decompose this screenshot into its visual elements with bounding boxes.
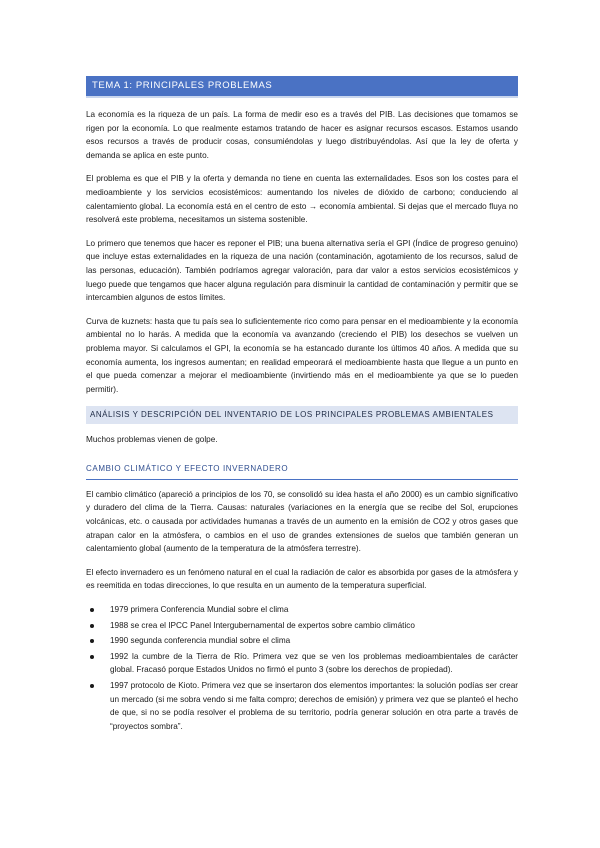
section-intro: Muchos problemas vienen de golpe. [86, 435, 218, 445]
list-item [86, 634, 518, 648]
climate-paragraph-1: El cambio climático (apareció a principios de los 70, se consolidó su idea hasta el año 2000) es un cambio significativo y duradero del clima de la Tierra. Causas: naturales (variaciones en la energía que se recibe del Sol, erupciones volcánicas, etc. o causada por actividades humanas a través de un aumento en la emisión de CO2 y otros gases que atrapan calor en la atmósfera, o cambios en el uso de grandes extensiones de suelos que también generan un calentamiento global (aumento de la temperatura de la atmósfera terrestre). [86, 489, 518, 554]
section-heading: ANÁLISIS Y DESCRIPCIÓN DEL INVENTARIO DE LOS PRINCIPALES PROBLEMAS AMBIENTALES [86, 406, 518, 424]
list-item-text: 1988 se crea el IPCC Panel Intergubernamental de expertos sobre cambio climático [110, 620, 415, 630]
list-item [86, 679, 518, 733]
page-content [86, 76, 518, 735]
subheading-rule [86, 479, 518, 480]
list-item-text: 1990 segunda conferencia mundial sobre el clima [110, 636, 291, 646]
list-item [86, 603, 518, 617]
intro-paragraph-3: Lo primero que tenemos que hacer es reponer el PIB; una buena alternativa sería el GPI (Índice de progreso genuino) que incluye estas externalidades en la riqueza de una nación (contaminación, agotamiento de los recursos, salud de las personas, educación). También podríamos agregar valoración, para dar valor a estos servicios ecosistémicos y luego puede que tengamos que hacer alguna regulación para disminuir la cantidad de contaminación y permitir que se intercambien algunos de estos límites. [86, 238, 518, 303]
list-item-text: 1992 la cumbre de la Tierra de Río. Primera vez que se ven los problemas medioambientales de carácter global. Fracasó porque Estados Unidos no firmó el punto 3 (sobre los derechos de propiedad). [110, 651, 518, 675]
bullet-icon [90, 639, 94, 643]
climate-subheading: CAMBIO CLIMÁTICO Y EFECTO INVERNADERO [86, 463, 289, 473]
list-item [86, 619, 518, 633]
intro-paragraph-1: La economía es la riqueza de un país. La forma de medir eso es a través del PIB. Las decisiones que tomamos se rigen por la economía. Lo que realmente estamos tratando de hacer es asignar recursos escasos. Estamos usando esos recursos a través de producir cosas, consumiéndolas y luego distribuyéndolas. Así que la ley de oferta y demanda se aplica en este punto. [86, 110, 518, 160]
topic-title: TEMA 1: PRINCIPALES PROBLEMAS [86, 76, 518, 96]
bullet-icon [90, 684, 94, 688]
bullet-icon [90, 608, 94, 612]
milestones-list [86, 603, 518, 733]
list-item-text: 1979 primera Conferencia Mundial sobre el clima [110, 605, 289, 615]
bullet-icon [90, 655, 94, 659]
greenhouse-paragraph: El efecto invernadero es un fenómeno natural en el cual la radiación de calor es absorbida por gases de la atmósfera y es reemitida en todas direcciones, lo que resulta en un aumento de la temperatura superficial. [86, 567, 518, 591]
list-item-text: 1997 protocolo de Kioto. Primera vez que se insertaron dos elementos importantes: la solución podías ser crear un mercado (si me sobra vendo si me falta compro; derechos de emisión) y primera vez que se planteó el hecho de que, si no se podía resolver el problema de su territorio, podría generar solución en otra parte a través de “proyectos sombra”. [110, 681, 518, 731]
list-item [86, 650, 518, 677]
kuznets-paragraph: Curva de kuznets: hasta que tu país sea lo suficientemente rico como para pensar en el medioambiente y la economía ambiental no lo harás. A medida que la economía va avanzando (creciendo el PIB) los desechos se vuelven un problema mayor. Si calculamos el GPI, la economía se ha estancado durante los últimos 40 años. A medida que su economía aumenta, los ingresos aumentan; en realidad empeorará el medioambiente hasta que llegue a un punto en el que pueda comenzar a mejorar el medioambiente (invirtiendo más en el medioambiente ya que se lo pueden permitir). [86, 316, 518, 394]
intro-paragraph-2: El problema es que el PIB y la oferta y demanda no tiene en cuenta las externalidades. Esos son los costes para el medioambiente y los servicios ecosistémicos: aumentando los niveles de dióxido de carbono; conduciendo al calentamiento global. La economía está en el centro de esto → economía ambiental. Si dejas que el mercado fluya no resolverá este problema, necesitamos un sistema sostenible. [86, 174, 518, 225]
title-underline [86, 96, 518, 98]
bullet-icon [90, 624, 94, 628]
